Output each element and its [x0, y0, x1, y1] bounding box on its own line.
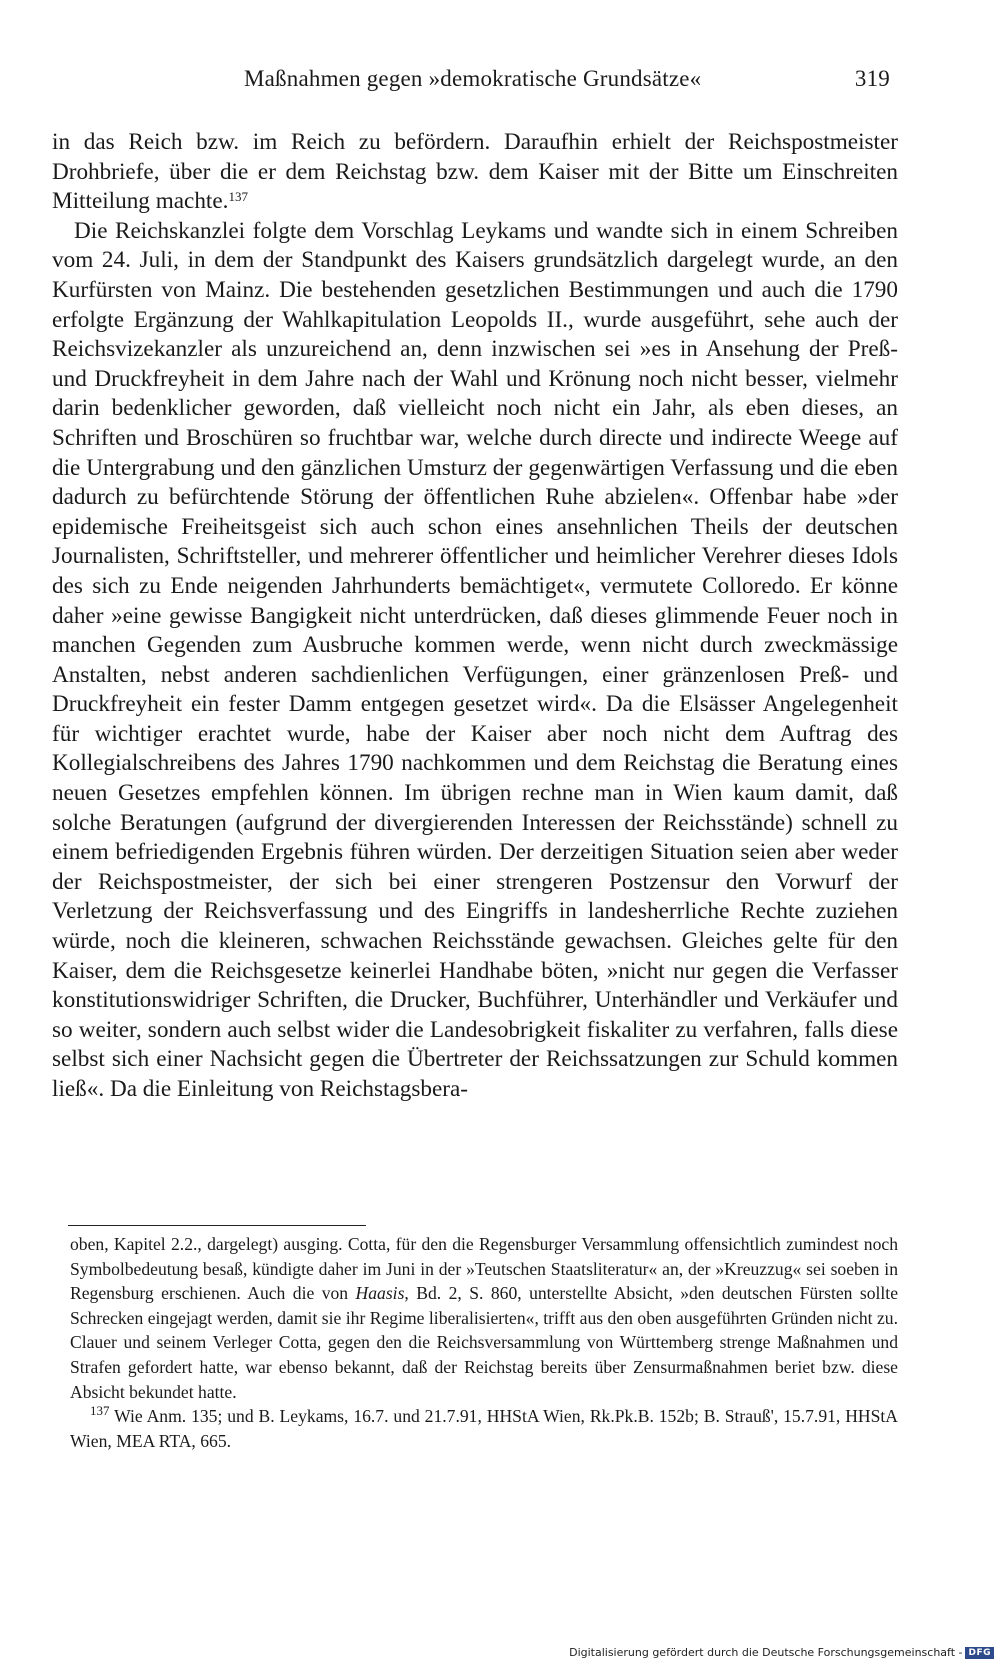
main-text — [52, 128, 898, 1105]
footnote-text: , Bd. 2, S. 860, unterstellte Absicht, »den deutschen Fürsten sollte Schrecken eingejagt werden, damit sie ihr Regime liberalisierten«, trifft aus den oben ausgeführten Gründen nicht zu. Clauer und seinem Verleger Cotta, gegen den die Reichsversammlung von Württemberg strenge Maßnahmen und Strafen gefordert hatte, war ebenso bekannt, daß der Reichstag bereits über Zensurmaßnahmen beriet bzw. diese Absicht bekundet hatte. — [70, 1283, 898, 1402]
page-number: 319 — [854, 66, 890, 91]
footer-text: Digitalisierung gefördert durch die Deutsche Forschungsgemeinschaft - — [569, 1646, 963, 1659]
paragraph-text: in das Reich bzw. im Reich zu befördern. Daraufhin erhielt der Reichspostmeister Drohbriefe, über die er dem Reichstag bzw. dem Kaiser mit der Bitte um Einschreiten Mitteilung machte. — [52, 129, 898, 215]
digitization-footer — [569, 1646, 994, 1659]
footnotes — [70, 1232, 898, 1453]
footnote-text: Wie Anm. 135; und B. Leykams, 16.7. und 21.7.91, HHStA Wien, Rk.Pk.B. 152b; B. Strauß', 15.7.91, HHStA Wien, MEA RTA, 665. — [70, 1406, 898, 1451]
footnote-number: 137 — [90, 1403, 110, 1419]
footnote-text: oben, Kapitel 2.2., dargelegt) ausging. Cotta, für den die Regensburger Versammlung offensichtlich zumindest noch Symbolbedeutung besaß, kündigte daher im Juni in der »Teutschen Staatsliteratur« an, der »Kreuzzug« sei soeben in Regensburg erschienen. Auch die von — [70, 1234, 898, 1304]
paragraph — [52, 128, 898, 217]
footnote-ref: 137 — [228, 189, 248, 205]
footnote-137 — [70, 1404, 898, 1453]
dfg-logo: DFG — [965, 1647, 994, 1659]
footnote-author: Haasis — [355, 1283, 405, 1304]
footnote-rule — [68, 1225, 366, 1226]
paragraph: Die Reichskanzlei folgte dem Vorschlag Leykams und wandte sich in einem Schreiben vom 24. Juli, in dem der Standpunkt des Kaisers grundsätzlich dargelegt wurde, an den Kurfürsten von Mainz. Die bestehenden gesetzlichen Bestimmungen und auch die 1790 erfolgte Ergänzung der Wahlkapitulation Leopolds II., wurde ausgeführt, sehe auch der Reichsvizekanzler als unzureichend an, denn inzwischen sei »es in Ansehung der Preß- und Druckfreyheit in dem Jahre nach der Wahl und Krönung noch nicht besser, vielmehr darin bedenklicher geworden, daß vielleicht noch nicht ein Jahr, als eben dieses, an Schriften und Broschüren so fruchtbar war, welche durch directe und indirecte Weege auf die Untergrabung und den gänzlichen Umsturz der gegenwärtigen Verfassung und die eben dadurch zu befürchtende Störung der öffentlichen Ruhe abzielen«. Offenbar habe »der epidemische Freiheitsgeist sich auch schon eines ansehnlichen Theils der deutschen Journalisten, Schriftsteller, und mehrerer öffentlicher und heimlicher Verehrer dieses Idols des sich zu Ende neigenden Jahrhunderts bemächtiget«, vermutete Colloredo. Er könne daher »eine gewisse Bangigkeit nicht unterdrücken, daß dieses glimmende Feuer noch in manchen Gegenden zum Ausbruche kommen werde, wenn nicht durch zweckmässige Anstalten, nebst anderen sachdienlichen Verfügungen, einer gränzenlosen Preß- und Druckfreyheit ein fester Damm entgegen gesetzet wird«. Da die Elsässer Angelegenheit für wichtiger erachtet wurde, habe der Kaiser aber noch nicht dem Auftrag des Kollegialschreibens des Jahres 1790 nachkommen und dem Reichstag die Beratung eines neuen Gesetzes empfehlen können. Im übrigen rechne man in Wien kaum damit, daß solche Beratungen (aufgrund der divergierenden Interessen der Reichsstände) schnell zu einem befriedigenden Ergebnis führen würden. Der derzeitigen Situation seien aber weder der Reichspostmeister, der sich bei einer strengeren Postzensur den Vorwurf der Verletzung der Reichsverfassung und des Eingriffs in landesherrliche Rechte zuziehen würde, noch die kleineren, schwachen Reichsstände gewachsen. Gleiches gelte für den Kaiser, dem die Reichsgesetze keinerlei Handhabe böten, »nicht nur gegen die Verfasser konstitutionswidriger Schriften, die Drucker, Buchführer, Unterhändler und Verkäufer und so weiter, sondern auch selbst wider die Landesobrigkeit fiskaliter zu verfahren, falls diese selbst sich einer Nachsicht gegen die Übertreter der Reichssatzungen zur Schuld kommen ließ«. Da die Einleitung von Reichstagsbera- — [52, 217, 898, 1102]
footnote-continuation — [70, 1232, 898, 1404]
running-head-title: Maßnahmen gegen »demokratische Grundsätze« — [244, 66, 702, 91]
